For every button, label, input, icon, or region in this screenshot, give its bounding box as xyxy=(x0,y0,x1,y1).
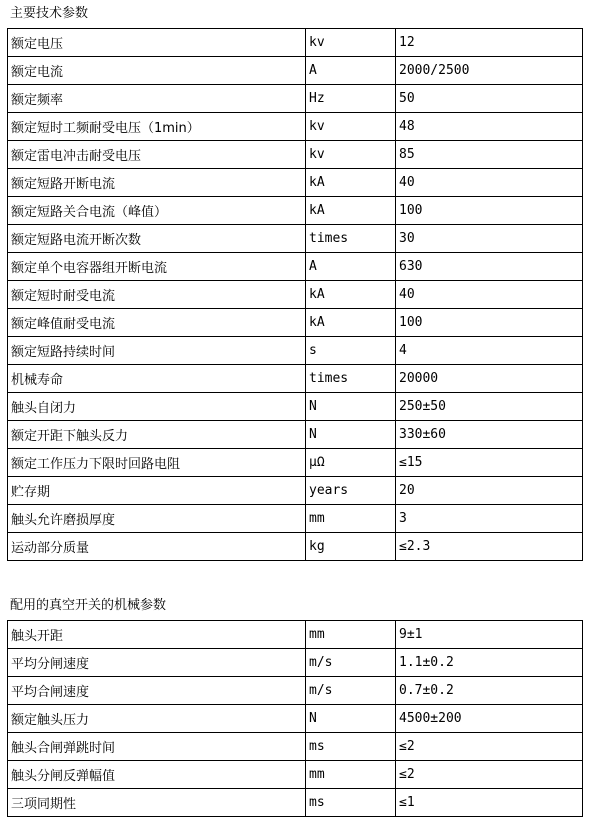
unit-cell: A xyxy=(306,253,396,281)
param-name-cell: 额定短时工频耐受电压（1min） xyxy=(8,113,306,141)
value-cell: 20 xyxy=(396,477,583,505)
table-row xyxy=(8,789,583,817)
unit-cell: times xyxy=(306,365,396,393)
param-name-cell: 额定短路开断电流 xyxy=(8,169,306,197)
table-row xyxy=(8,761,583,789)
unit-cell: mm xyxy=(306,761,396,789)
table-row xyxy=(8,705,583,733)
unit-cell: s xyxy=(306,337,396,365)
unit-cell: Hz xyxy=(306,85,396,113)
param-name-cell: 额定短路关合电流（峰值） xyxy=(8,197,306,225)
param-name-cell: 额定短时耐受电流 xyxy=(8,281,306,309)
param-name-cell: 额定电压 xyxy=(8,29,306,57)
table-row xyxy=(8,197,583,225)
table-row xyxy=(8,57,583,85)
unit-cell: kg xyxy=(306,533,396,561)
table-row xyxy=(8,677,583,705)
table-row xyxy=(8,253,583,281)
value-cell: 50 xyxy=(396,85,583,113)
value-cell: ≤2.3 xyxy=(396,533,583,561)
table-row xyxy=(8,85,583,113)
table-row xyxy=(8,141,583,169)
mechanical-parameters-body xyxy=(8,621,583,817)
value-cell: 630 xyxy=(396,253,583,281)
table-row xyxy=(8,393,583,421)
unit-cell: ms xyxy=(306,733,396,761)
value-cell: 85 xyxy=(396,141,583,169)
param-name-cell: 额定峰值耐受电流 xyxy=(8,309,306,337)
table-row xyxy=(8,505,583,533)
param-name-cell: 额定单个电容器组开断电流 xyxy=(8,253,306,281)
param-name-cell: 平均分闸速度 xyxy=(8,649,306,677)
param-name-cell: 贮存期 xyxy=(8,477,306,505)
unit-cell: kA xyxy=(306,169,396,197)
unit-cell: ms xyxy=(306,789,396,817)
unit-cell: kv xyxy=(306,141,396,169)
value-cell: 4 xyxy=(396,337,583,365)
param-name-cell: 触头合闸弹跳时间 xyxy=(8,733,306,761)
param-name-cell: 额定短路电流开断次数 xyxy=(8,225,306,253)
unit-cell: N xyxy=(306,421,396,449)
unit-cell: μΩ xyxy=(306,449,396,477)
section-title-main-parameters: 主要技术参数 xyxy=(10,6,89,21)
unit-cell: times xyxy=(306,225,396,253)
value-cell: 4500±200 xyxy=(396,705,583,733)
param-name-cell: 额定短路持续时间 xyxy=(8,337,306,365)
main-parameters-body xyxy=(8,29,583,561)
table-row xyxy=(8,225,583,253)
param-name-cell: 额定工作压力下限时回路电阻 xyxy=(8,449,306,477)
mechanical-parameters-table xyxy=(7,620,583,817)
value-cell: ≤2 xyxy=(396,733,583,761)
value-cell: 2000/2500 xyxy=(396,57,583,85)
unit-cell: mm xyxy=(306,505,396,533)
value-cell: 20000 xyxy=(396,365,583,393)
unit-cell: kA xyxy=(306,197,396,225)
table-row xyxy=(8,281,583,309)
param-name-cell: 触头自闭力 xyxy=(8,393,306,421)
main-parameters-table xyxy=(7,28,583,561)
value-cell: ≤1 xyxy=(396,789,583,817)
value-cell: 330±60 xyxy=(396,421,583,449)
value-cell: 9±1 xyxy=(396,621,583,649)
value-cell: 3 xyxy=(396,505,583,533)
unit-cell: N xyxy=(306,393,396,421)
table-row xyxy=(8,337,583,365)
value-cell: 48 xyxy=(396,113,583,141)
unit-cell: m/s xyxy=(306,677,396,705)
value-cell: ≤2 xyxy=(396,761,583,789)
param-name-cell: 触头分闸反弹幅值 xyxy=(8,761,306,789)
unit-cell: kA xyxy=(306,309,396,337)
value-cell: 40 xyxy=(396,169,583,197)
param-name-cell: 三项同期性 xyxy=(8,789,306,817)
param-name-cell: 额定触头压力 xyxy=(8,705,306,733)
param-name-cell: 额定雷电冲击耐受电压 xyxy=(8,141,306,169)
param-name-cell: 触头开距 xyxy=(8,621,306,649)
value-cell: 30 xyxy=(396,225,583,253)
value-cell: ≤15 xyxy=(396,449,583,477)
param-name-cell: 运动部分质量 xyxy=(8,533,306,561)
unit-cell: A xyxy=(306,57,396,85)
value-cell: 1.1±0.2 xyxy=(396,649,583,677)
value-cell: 250±50 xyxy=(396,393,583,421)
table-row xyxy=(8,449,583,477)
value-cell: 100 xyxy=(396,197,583,225)
value-cell: 0.7±0.2 xyxy=(396,677,583,705)
param-name-cell: 额定频率 xyxy=(8,85,306,113)
param-name-cell: 机械寿命 xyxy=(8,365,306,393)
table-row xyxy=(8,621,583,649)
section-title-mechanical-parameters: 配用的真空开关的机械参数 xyxy=(10,598,167,613)
unit-cell: kv xyxy=(306,113,396,141)
unit-cell: m/s xyxy=(306,649,396,677)
table-row xyxy=(8,113,583,141)
table-row xyxy=(8,649,583,677)
table-row xyxy=(8,309,583,337)
param-name-cell: 额定开距下触头反力 xyxy=(8,421,306,449)
table-row xyxy=(8,733,583,761)
value-cell: 100 xyxy=(396,309,583,337)
param-name-cell: 平均合闸速度 xyxy=(8,677,306,705)
table-row xyxy=(8,365,583,393)
unit-cell: mm xyxy=(306,621,396,649)
table-row xyxy=(8,421,583,449)
value-cell: 12 xyxy=(396,29,583,57)
unit-cell: N xyxy=(306,705,396,733)
unit-cell: kv xyxy=(306,29,396,57)
table-row xyxy=(8,29,583,57)
unit-cell: years xyxy=(306,477,396,505)
table-row xyxy=(8,477,583,505)
table-row xyxy=(8,169,583,197)
param-name-cell: 触头允许磨损厚度 xyxy=(8,505,306,533)
table-row xyxy=(8,533,583,561)
unit-cell: kA xyxy=(306,281,396,309)
param-name-cell: 额定电流 xyxy=(8,57,306,85)
value-cell: 40 xyxy=(396,281,583,309)
